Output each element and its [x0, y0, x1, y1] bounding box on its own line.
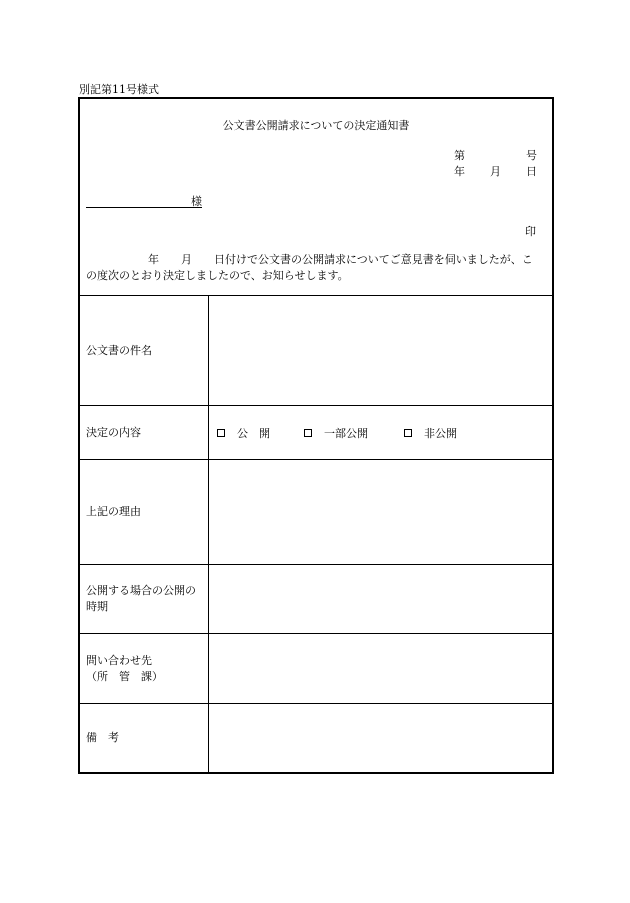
doc-no-prefix: 第 — [454, 149, 465, 162]
table-row — [80, 296, 552, 406]
document-title: 公文書公開請求についての決定通知書 — [222, 119, 410, 132]
row-label: 上記の理由 — [80, 460, 209, 565]
checkbox-icon[interactable] — [404, 429, 412, 437]
seal-mark: 印 — [525, 225, 536, 238]
table-row — [80, 460, 552, 565]
table-row — [80, 704, 552, 773]
row-label-line: 問い合わせ先 — [86, 653, 152, 667]
body-line-1: 年 月 日付けで公文書の公開請求についてご意見書を伺いましたが、こ — [148, 253, 533, 266]
addressee-suffix: 様 — [191, 195, 202, 208]
table-row — [80, 565, 552, 634]
disclosure-timing-field[interactable] — [209, 565, 553, 634]
doc-no-suffix: 号 — [526, 149, 537, 162]
row-label — [80, 565, 209, 634]
date-month: 月 — [490, 165, 501, 178]
contact-field[interactable] — [209, 634, 553, 704]
option-partial[interactable] — [304, 425, 368, 441]
table-row — [80, 634, 552, 704]
body-line-2: の度次のとおり決定しましたので、お知らせします。 — [86, 269, 349, 282]
date-day: 日 — [526, 165, 537, 178]
option-label: 非公開 — [424, 426, 457, 440]
checkbox-icon[interactable] — [217, 429, 225, 437]
form-number: 別記第11号様式 — [79, 83, 159, 96]
checkbox-icon[interactable] — [304, 429, 312, 437]
reason-field[interactable] — [209, 460, 553, 565]
remarks-field[interactable] — [209, 704, 553, 773]
notice-body — [86, 252, 548, 284]
decision-table — [80, 295, 552, 773]
document-subject-field[interactable] — [209, 296, 553, 406]
row-label: 備 考 — [80, 704, 209, 773]
notice-form — [78, 97, 554, 774]
option-label: 一部公開 — [324, 426, 368, 440]
row-label-line: 時期 — [86, 600, 108, 613]
row-label-line: （所 管 課） — [86, 669, 163, 683]
addressee-field[interactable] — [86, 193, 202, 208]
date-year: 年 — [454, 165, 465, 178]
decision-options — [209, 406, 553, 460]
row-label — [80, 634, 209, 704]
table-row — [80, 406, 552, 460]
option-public[interactable] — [217, 425, 270, 441]
option-nonpublic[interactable] — [404, 425, 457, 441]
row-label: 公文書の件名 — [80, 296, 209, 406]
row-label: 決定の内容 — [80, 406, 209, 460]
option-label: 公 開 — [237, 426, 270, 440]
row-label-line: 公開する場合の公開の — [86, 584, 196, 597]
